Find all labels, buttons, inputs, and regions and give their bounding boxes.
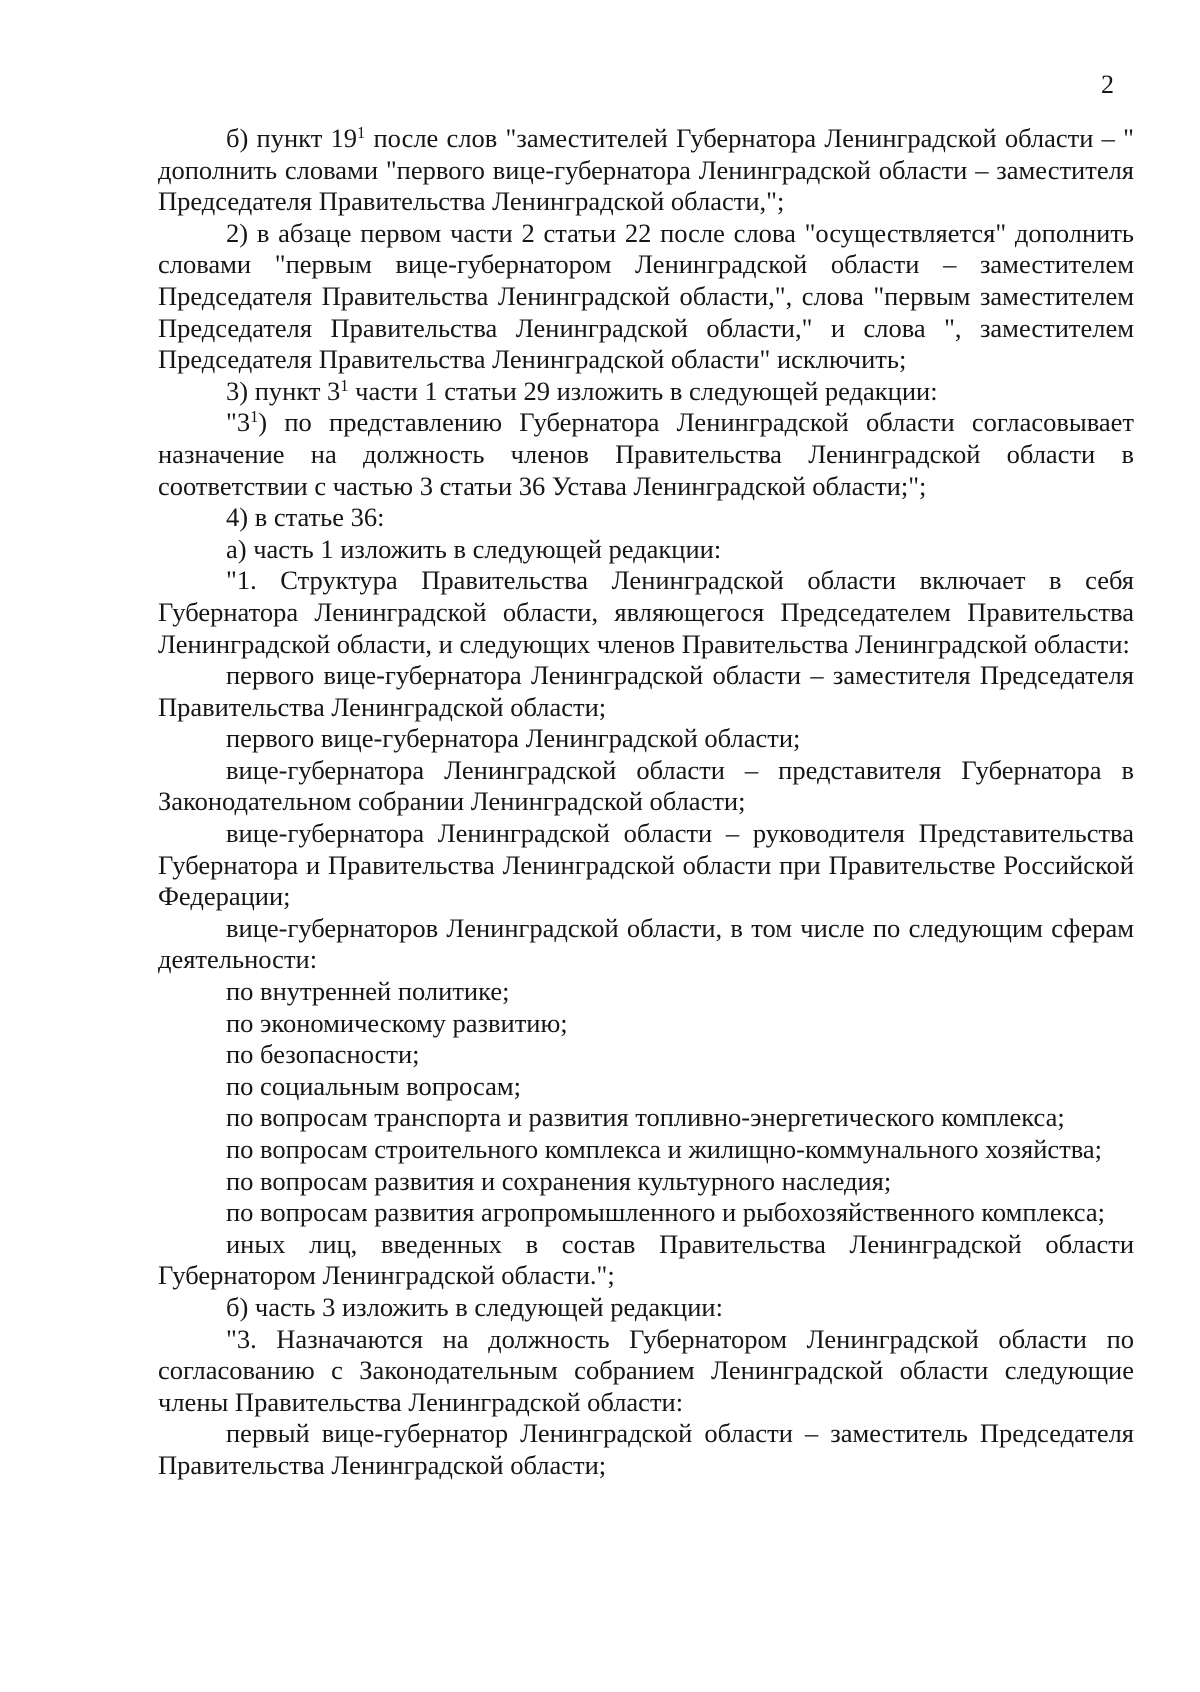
paragraph-text: вице-губернатора Ленинградской области – представителя Губернатора в Законодательном собрании Ленинградской области;	[158, 754, 1134, 817]
paragraph	[158, 1197, 1134, 1229]
paragraph-text: б) часть 3 изложить в следующей редакции:	[226, 1291, 723, 1322]
paragraph-text: б) пункт 19	[226, 123, 358, 153]
paragraph-text: первый вице-губернатор Ленинградской области – заместитель Председателя Правительства Ленинградской области;	[158, 1418, 1134, 1480]
paragraph	[158, 1324, 1134, 1419]
paragraph	[158, 1039, 1134, 1071]
paragraph	[158, 913, 1134, 976]
paragraph	[158, 218, 1134, 376]
paragraph	[158, 407, 1134, 502]
paragraph	[158, 818, 1134, 913]
paragraph-text: по вопросам развития и сохранения культурного наследия;	[226, 1165, 892, 1196]
paragraph	[158, 1008, 1134, 1040]
superscript-index: 1	[340, 375, 349, 395]
paragraph-text: по экономическому развитию;	[226, 1007, 568, 1038]
page-number: 2	[1101, 70, 1114, 99]
paragraph	[158, 755, 1134, 818]
paragraph-text: "1. Структура Правительства Ленинградской области включает в себя Губернатора Ленинградской области, являющегося Председателем Правительства Ленинградской области, и следующих членов Правительства Ленинградской области:	[158, 565, 1134, 659]
paragraph	[158, 376, 1134, 408]
paragraph-text-continued: ) по представлению Губернатора Ленинградской области согласовывает назначение на должность членов Правительства Ленинградской области в соответствии с частью 3 статьи 36 Устава Ленинградской области;";	[158, 407, 1134, 501]
paragraph	[158, 1229, 1134, 1292]
paragraph	[158, 123, 1134, 218]
paragraph-text: иных лиц, введенных в состав Правительства Ленинградской области Губернатором Ленинградской области.";	[158, 1228, 1134, 1291]
paragraph	[158, 723, 1134, 755]
paragraph	[158, 502, 1134, 534]
paragraph-text: по вопросам развития агропромышленного и рыбохозяйственного комплекса;	[226, 1197, 1106, 1228]
paragraph-text: по внутренней политике;	[226, 976, 510, 1007]
paragraph-text: вице-губернаторов Ленинградской области, в том числе по следующим сферам деятельности:	[158, 912, 1134, 975]
paragraph-text: первого вице-губернатора Ленинградской области;	[226, 723, 801, 754]
paragraph	[158, 660, 1134, 723]
paragraph	[158, 1292, 1134, 1324]
paragraph-text: по социальным вопросам;	[226, 1070, 522, 1101]
paragraph-text: по безопасности;	[226, 1039, 420, 1070]
paragraph-text: первого вице-губернатора Ленинградской области – заместителя Председателя Правительства Ленинградской области;	[158, 660, 1134, 722]
paragraph-text-continued: после слов "заместителей Губернатора Ленинградской области – " дополнить словами "первого вице-губернатора Ленинградской области – заместителя Председателя Правительства Ленинградской области,";	[158, 123, 1134, 217]
paragraph-text: по вопросам строительного комплекса и жилищно-коммунального хозяйства;	[226, 1134, 1103, 1164]
superscript-index: 1	[250, 407, 259, 427]
paragraph-text: вице-губернатора Ленинградской области – руководителя Представительства Губернатора и Правительства Ленинградской области при Правительстве Российской Федерации;	[158, 818, 1134, 912]
document-body	[158, 123, 1134, 1482]
paragraph-text: "3	[226, 407, 251, 438]
paragraph-text-continued: части 1 статьи 29 изложить в следующей редакции:	[348, 375, 938, 406]
paragraph-text: 3) пункт 3	[226, 375, 341, 406]
paragraph	[158, 565, 1134, 660]
paragraph-text: "3. Назначаются на должность Губернатором Ленинградской области по согласованию с Законодательным собранием Ленинградской области следующие члены Правительства Ленинградской области:	[158, 1323, 1134, 1417]
paragraph	[158, 976, 1134, 1008]
paragraph	[158, 1102, 1134, 1134]
superscript-index: 1	[357, 122, 366, 142]
paragraph	[158, 1071, 1134, 1103]
paragraph-text: 4) в статье 36:	[226, 502, 385, 533]
paragraph	[158, 1418, 1134, 1481]
paragraph	[158, 1134, 1134, 1166]
paragraph-text: 2) в абзаце первом части 2 статьи 22 после слова "осуществляется" дополнить словами "первым вице-губернатором Ленинградской области – заместителем Председателя Правительства Ленинградской области,", слова "первым заместителем Председателя Правительства Ленинградской области," и слова ", заместителем Председателя Правительства Ленинградской области" исключить;	[158, 217, 1134, 375]
paragraph	[158, 534, 1134, 566]
paragraph-text: по вопросам транспорта и развития топливно-энергетического комплекса;	[226, 1102, 1065, 1133]
paragraph-text: а) часть 1 изложить в следующей редакции:	[226, 533, 722, 564]
paragraph	[158, 1166, 1134, 1198]
